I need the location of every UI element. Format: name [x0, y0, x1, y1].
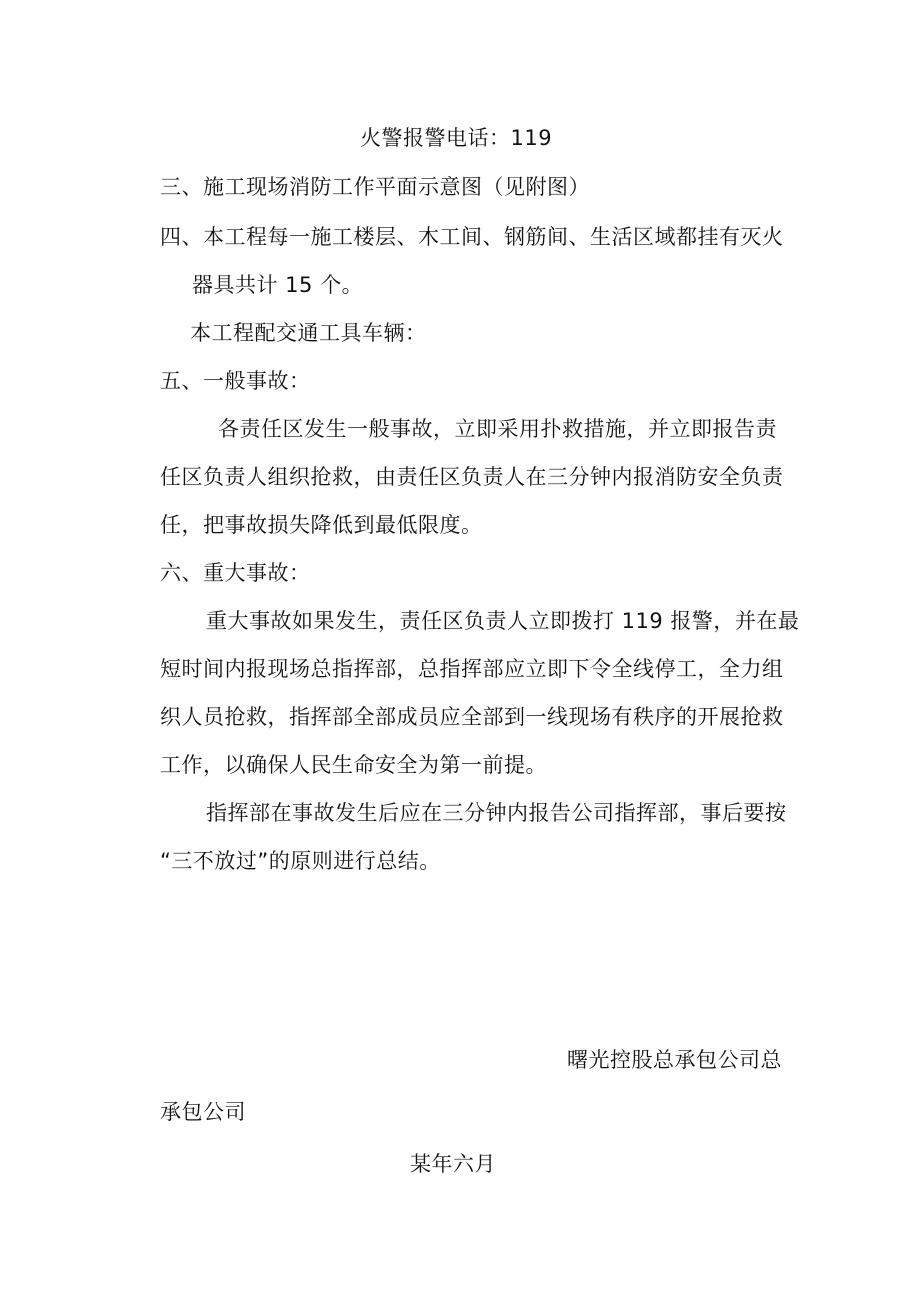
section-5-line-3: 任，把事故损失降低到最低限度。	[160, 513, 483, 537]
fire-alarm-phone: 火警报警电话：119	[360, 126, 553, 150]
section-6-line-4: 工作，以确保人民生命安全为第一前提。	[160, 753, 547, 777]
section-5-heading: 五、一般事故：	[160, 369, 311, 393]
section-3-site-plan: 三、施工现场消防工作平面示意图（见附图）	[160, 175, 590, 199]
section-4-line-2: 器具共计 15 个。	[192, 273, 364, 297]
section-5-line-2: 任区负责人组织抢救，由责任区负责人在三分钟内报消防安全负责	[160, 465, 784, 489]
section-6-heading: 六、重大事故：	[160, 561, 311, 585]
section-6-line-2: 短时间内报现场总指挥部，总指挥部应立即下令全线停工，全力组	[160, 657, 784, 681]
closing-line-2: “三不放过”的原则进行总结。	[160, 849, 441, 873]
section-5-line-1: 各责任区发生一般事故，立即采用扑救措施，并立即报告责	[218, 417, 777, 441]
signature-line-1: 曙光控股总承包公司总	[567, 1048, 782, 1072]
vehicles-line: 本工程配交通工具车辆：	[190, 321, 427, 345]
document-date: 某年六月	[410, 1152, 496, 1176]
section-4-line-1: 四、本工程每一施工楼层、木工间、钢筋间、生活区域都挂有灭火	[160, 225, 784, 249]
signature-line-2: 承包公司	[160, 1100, 246, 1124]
section-6-line-3: 织人员抢救，指挥部全部成员应全部到一线现场有秩序的开展抢救	[160, 705, 784, 729]
section-6-line-1: 重大事故如果发生，责任区负责人立即拨打 119 报警，并在最	[206, 609, 800, 633]
closing-line-1: 指挥部在事故发生后应在三分钟内报告公司指挥部，事后要按	[206, 801, 787, 825]
